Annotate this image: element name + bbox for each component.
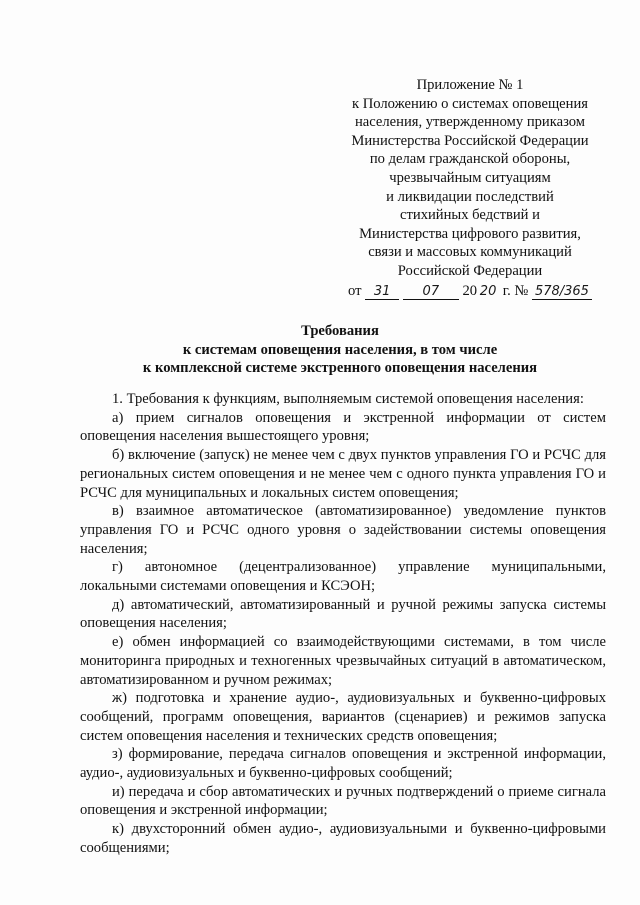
paragraph: з) формирование, передача сигналов оповещения и экстренной информации, аудио-, аудиовизуальных и буквенно-цифровых сообщений; [80,746,606,782]
title-line: к комплексной системе экстренного оповещения населения [142,360,538,376]
paragraph: к) двухсторонний обмен аудио-, аудиовизуальными и буквенно-цифровыми сообщениями; [80,821,606,856]
number-label: г. № [502,282,529,299]
appendix-line: Министерства цифрового развития, [359,225,581,242]
paragraph: д) автоматический, автоматизированный и ручной режимы запуска системы оповещения населения; [80,596,606,632]
paragraph: и) передача и сбор автоматических и ручных подтверждений о приеме сигнала оповещения и экстренной информации; [80,783,606,819]
title-line: к системам оповещения населения, в том числе [182,341,498,358]
date-prefix: от [348,282,362,299]
paragraph: а) прием сигналов оповещения и экстренной информации от систем оповещения населения вышестоящего уровня; [80,409,606,445]
appendix-line: чрезвычайным ситуациям [389,169,551,186]
appendix-line: населения, утвержденному приказом [354,114,586,131]
handwritten-day: 31 [365,284,399,300]
document-body [80,390,606,858]
appendix-header [330,76,610,300]
order-date-line [330,282,610,301]
paragraph: г) автономное (децентрализованное) управление муниципальными, локальными системами оповещения и КСЭОН; [80,559,606,595]
paragraph: ж) подготовка и хранение аудио-, аудиовизуальных и буквенно-цифровых сообщений, программ оповещения, вариантов (сценариев) и режимов запуска систем оповещения населения и технических средств оповещения; [80,690,606,744]
paragraph: 1. Требования к функциям, выполняемым системой оповещения населения: [112,391,584,407]
appendix-line: стихийных бедствий и [400,207,540,224]
appendix-line: и ликвидации последствий [386,188,554,205]
appendix-line: Приложение № 1 [416,77,524,93]
appendix-line: связи и массовых коммуникаций [368,244,572,261]
handwritten-order-number: 578/365 [532,284,592,300]
title-line: Требования [301,323,379,339]
handwritten-year: 20 [479,283,497,299]
document-title [30,322,640,378]
appendix-line: к Положению о системах оповещения [352,95,588,112]
paragraph: в) взаимное автоматическое (автоматизированное) уведомление пунктов управления ГО и РСЧС одного уровня о задействовании системы оповещения населения; [80,503,606,557]
appendix-line: Министерства Российской Федерации [351,132,589,149]
handwritten-month: 07 [403,284,459,300]
date-year-prefix: 20 [462,282,478,299]
appendix-line: по делам гражданской обороны, [369,151,571,168]
paragraph: б) включение (запуск) не менее чем с двух пунктов управления ГО и РСЧС для региональных систем оповещения и не менее чем с одного пункта управления ГО и РСЧС для муниципальных и локальных систем оповещения; [80,447,606,501]
appendix-line: Российской Федерации [397,262,543,279]
paragraph: е) обмен информацией со взаимодействующими системами, в том числе мониторинга природных и техногенных чрезвычайных ситуаций в автоматическом, автоматизированном и ручном режимах; [80,634,606,688]
